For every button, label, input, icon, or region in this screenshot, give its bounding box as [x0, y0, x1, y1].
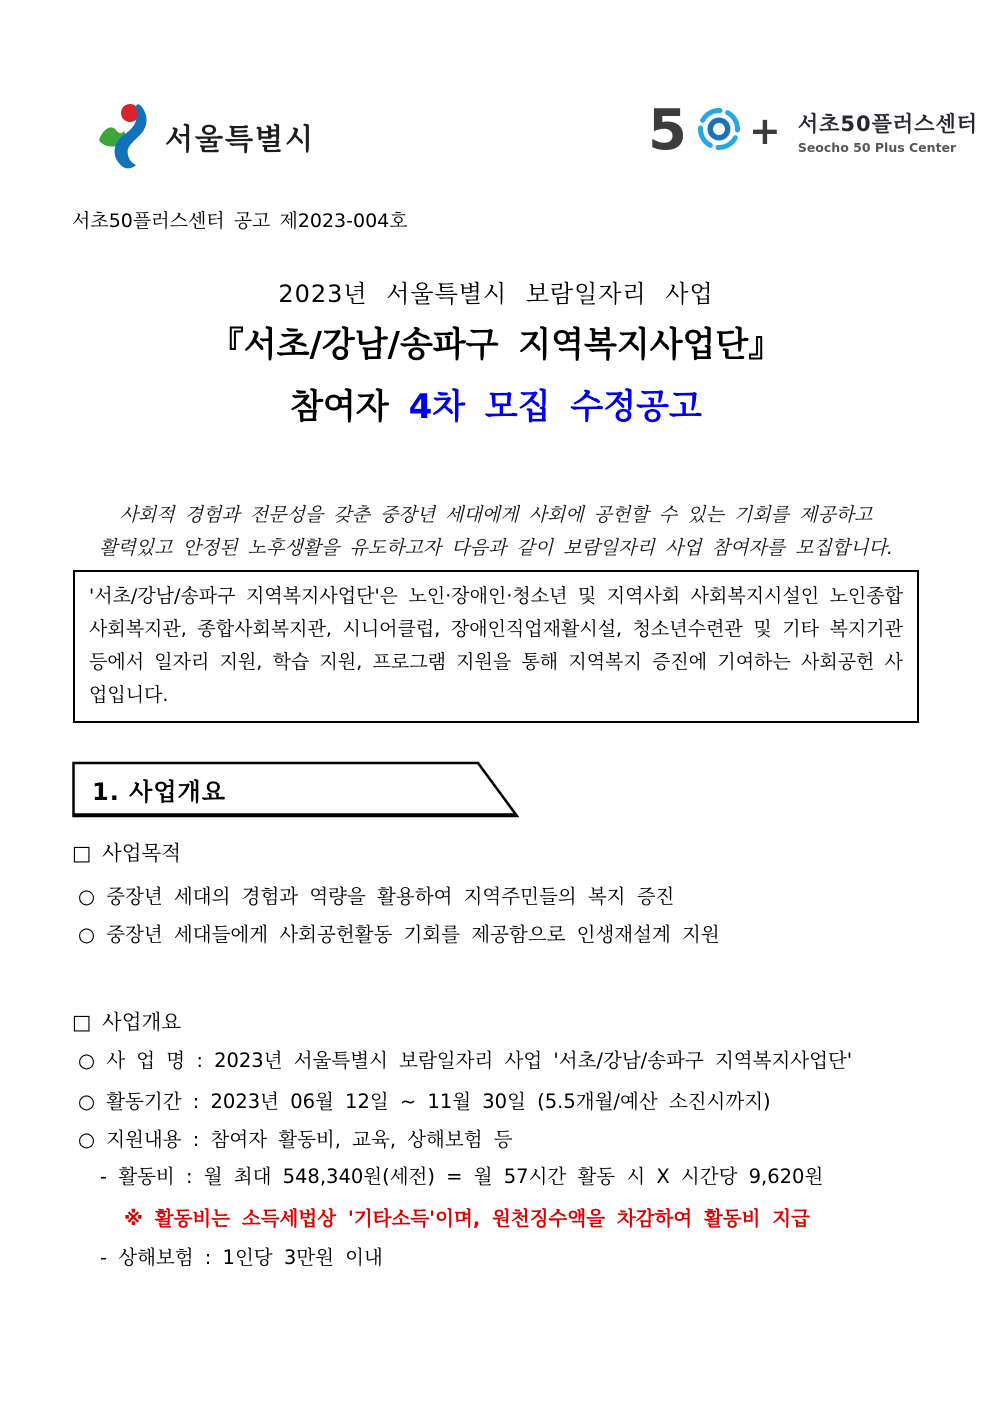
section1-title: 1. 사업개요 — [92, 777, 226, 806]
section1-banner — [72, 761, 522, 819]
overview-item-support: ○ 지원내용 : 참여자 활동비, 교육, 상해보험 등 — [78, 1128, 513, 1151]
title-recruitment-black: 참여자 — [290, 387, 409, 427]
overview-item-period: ○ 활동기간 : 2023년 06월 12일 ~ 11월 30일 (5.5개월/예산 소진시까지) — [78, 1090, 771, 1113]
center-name-korean: 서초50플러스센터 — [797, 111, 979, 136]
center-logo-names — [798, 108, 978, 155]
purpose-heading: □ 사업목적 — [72, 841, 182, 865]
logo-plus-sign: + — [748, 109, 781, 153]
intro-line-1: 사회적 경험과 전문성을 갖춘 중장년 세대에게 사회에 공헌할 수 있는 기회를 제공하고 — [119, 504, 873, 526]
overview-heading: □ 사업개요 — [72, 1010, 182, 1034]
center-name-english: Seocho 50 Plus Center — [797, 139, 957, 155]
logo-digit-5: 5 — [648, 98, 687, 163]
overview-item-project-name: ○ 사 업 명 : 2023년 서울특별시 보람일자리 사업 '서초/강남/송파구 지역복지사업단' — [78, 1049, 853, 1072]
title-project-name: 『서초/강남/송파구 지역복지사업단』 — [209, 325, 783, 365]
seocho-50plus-logo — [648, 98, 979, 163]
seoul-logo-wordmark: 서울특별시 — [165, 121, 316, 156]
notice-number: 서초50플러스센터 공고 제2023-004호 — [72, 210, 408, 232]
title-program-line: 2023년 서울특별시 보람일자리 사업 — [278, 280, 714, 308]
project-summary-box: '서초/강남/송파구 지역복지사업단'은 노인·장애인·청소년 및 지역사회 사회복지시설인 노인종합사회복지관, 종합사회복지관, 시니어클럽, 장애인직업재활시설, 청소년수련관 및 기타 복지기관 등에서 일자리 지원, 학습 지원, 프로그램 지원을 통해 지역복지 증진에 기여하는 사회공헌 사업입니다. — [73, 570, 919, 723]
fifty-plus-circle-icon — [694, 104, 744, 158]
purpose-item-1: ○ 중장년 세대의 경험과 역량을 활용하여 지역주민들의 복지 증진 — [78, 885, 675, 908]
intro-line-2: 활력있고 안정된 노후생활을 유도하고자 다음과 같이 보람일자리 사업 참여자를 모집합니다. — [99, 537, 893, 559]
seoul-city-symbol-icon — [93, 100, 155, 174]
purpose-item-2: ○ 중장년 세대들에게 사회공헌활동 기회를 제공함으로 인생재설계 지원 — [78, 923, 720, 946]
seoul-city-logo — [93, 100, 315, 174]
intro-paragraph — [0, 499, 992, 565]
title-recruitment-line — [0, 386, 992, 428]
overview-activity-fee: - 활동비 : 월 최대 548,340원(세전) = 월 57시간 활동 시 X 시간당 9,620원 — [100, 1165, 824, 1188]
overview-tax-note: ※ 활동비는 소득세법상 '기타소득'이며, 원천징수액을 차감하여 활동비 지급 — [124, 1207, 810, 1230]
title-recruitment-blue: 4차 모집 수정공고 — [408, 387, 702, 427]
overview-insurance: - 상해보험 : 1인당 3만원 이내 — [100, 1246, 383, 1269]
title-block — [0, 279, 992, 428]
